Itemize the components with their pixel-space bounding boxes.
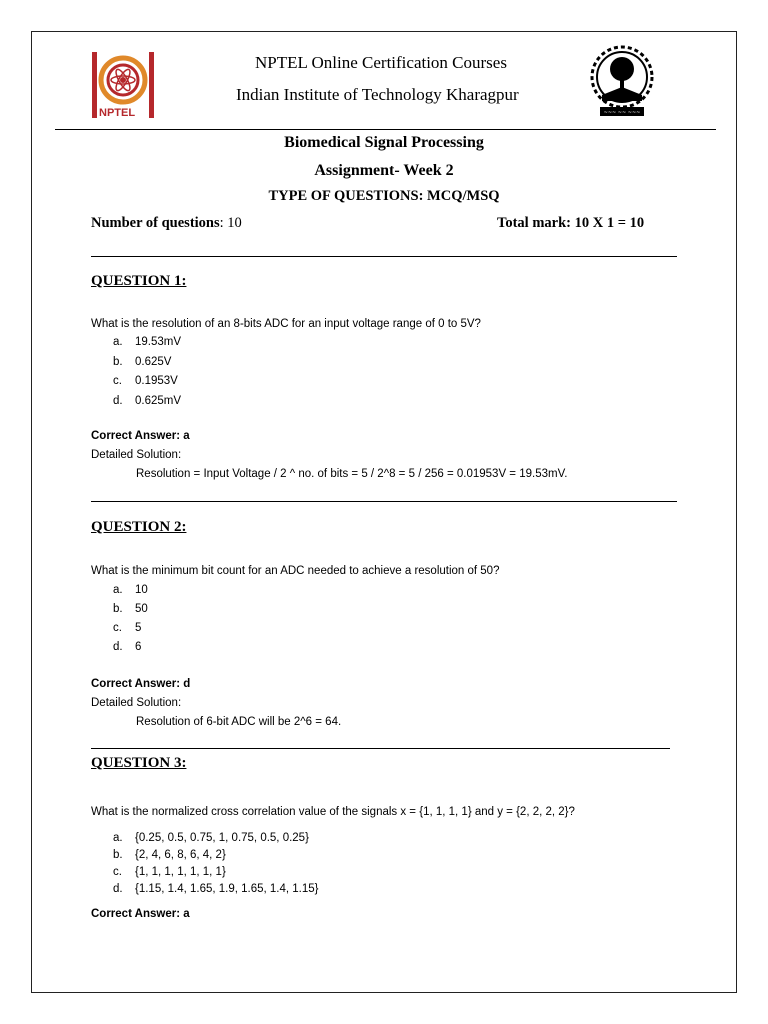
question-count (91, 215, 242, 232)
question-count-label: Number of questions (91, 215, 220, 231)
option-value: 6 (135, 641, 142, 653)
question-3-heading: QUESTION 3: (91, 755, 187, 771)
option-letter: c. (113, 866, 122, 878)
option-value: {1.15, 1.4, 1.65, 1.9, 1.65, 1.4, 1.15} (135, 883, 319, 895)
option-letter: a. (113, 584, 123, 596)
option-value: {2, 4, 6, 8, 6, 4, 2} (135, 849, 226, 861)
total-marks: Total mark: 10 X 1 = 10 (497, 215, 645, 231)
question-3-answer: Correct Answer: a (91, 908, 190, 920)
option-letter: a. (113, 832, 123, 844)
option-value: {1, 1, 1, 1, 1, 1, 1} (135, 866, 226, 878)
option-letter: c. (113, 375, 122, 387)
question-2-solution: Resolution of 6-bit ADC will be 2^6 = 64. (136, 716, 342, 728)
option-letter: d. (113, 641, 123, 653)
option-letter: b. (113, 603, 123, 615)
option-value: 0.625V (135, 356, 172, 368)
svg-text:~~~ ~~ ~~~: ~~~ ~~ ~~~ (603, 110, 641, 116)
section-divider-3 (91, 748, 670, 749)
header-line-2: Indian Institute of Technology Kharagpur (236, 85, 519, 104)
question-count-value: : 10 (219, 215, 242, 231)
nptel-logo (90, 50, 156, 122)
option-value: {0.25, 0.5, 0.75, 1, 0.75, 0.5, 0.25} (135, 832, 309, 844)
assignment-title: Assignment- Week 2 (314, 162, 454, 179)
question-1-solution-label: Detailed Solution: (91, 449, 182, 461)
option-value: 0.1953V (135, 375, 178, 387)
course-title: Biomedical Signal Processing (284, 134, 484, 151)
option-value: 0.625mV (135, 395, 182, 407)
question-2-text: What is the minimum bit count for an ADC needed to achieve a resolution of 50? (91, 565, 500, 577)
header-line-1: NPTEL Online Certification Courses (255, 53, 507, 72)
section-divider-1 (91, 256, 677, 257)
option-value: 50 (135, 603, 148, 615)
option-letter: b. (113, 356, 123, 368)
option-value: 5 (135, 622, 142, 634)
iit-kharagpur-logo (588, 43, 656, 121)
question-2-solution-label: Detailed Solution: (91, 697, 182, 709)
question-3-text: What is the normalized cross correlation value of the signals x = {1, 1, 1, 1} and y = {2, 2, 2, 2}? (91, 806, 575, 818)
option-letter: c. (113, 622, 122, 634)
option-letter: d. (113, 883, 123, 895)
question-1-heading: QUESTION 1: (91, 273, 187, 289)
option-letter: b. (113, 849, 123, 861)
question-1-answer: Correct Answer: a (91, 430, 190, 442)
option-value: 19.53mV (135, 336, 182, 348)
option-letter: d. (113, 395, 123, 407)
option-value: 10 (135, 584, 148, 596)
question-type: TYPE OF QUESTIONS: MCQ/MSQ (268, 188, 500, 204)
question-2-answer: Correct Answer: d (91, 678, 191, 690)
question-1-solution: Resolution = Input Voltage / 2 ^ no. of bits = 5 / 2^8 = 5 / 256 = 0.01953V = 19.53mV. (136, 468, 568, 480)
option-letter: a. (113, 336, 123, 348)
question-2-heading: QUESTION 2: (91, 519, 187, 535)
header-divider (55, 129, 716, 130)
section-divider-2 (91, 501, 677, 502)
question-1-text: What is the resolution of an 8-bits ADC for an input voltage range of 0 to 5V? (91, 318, 481, 330)
nptel-logo-text: NPTEL (99, 107, 136, 119)
